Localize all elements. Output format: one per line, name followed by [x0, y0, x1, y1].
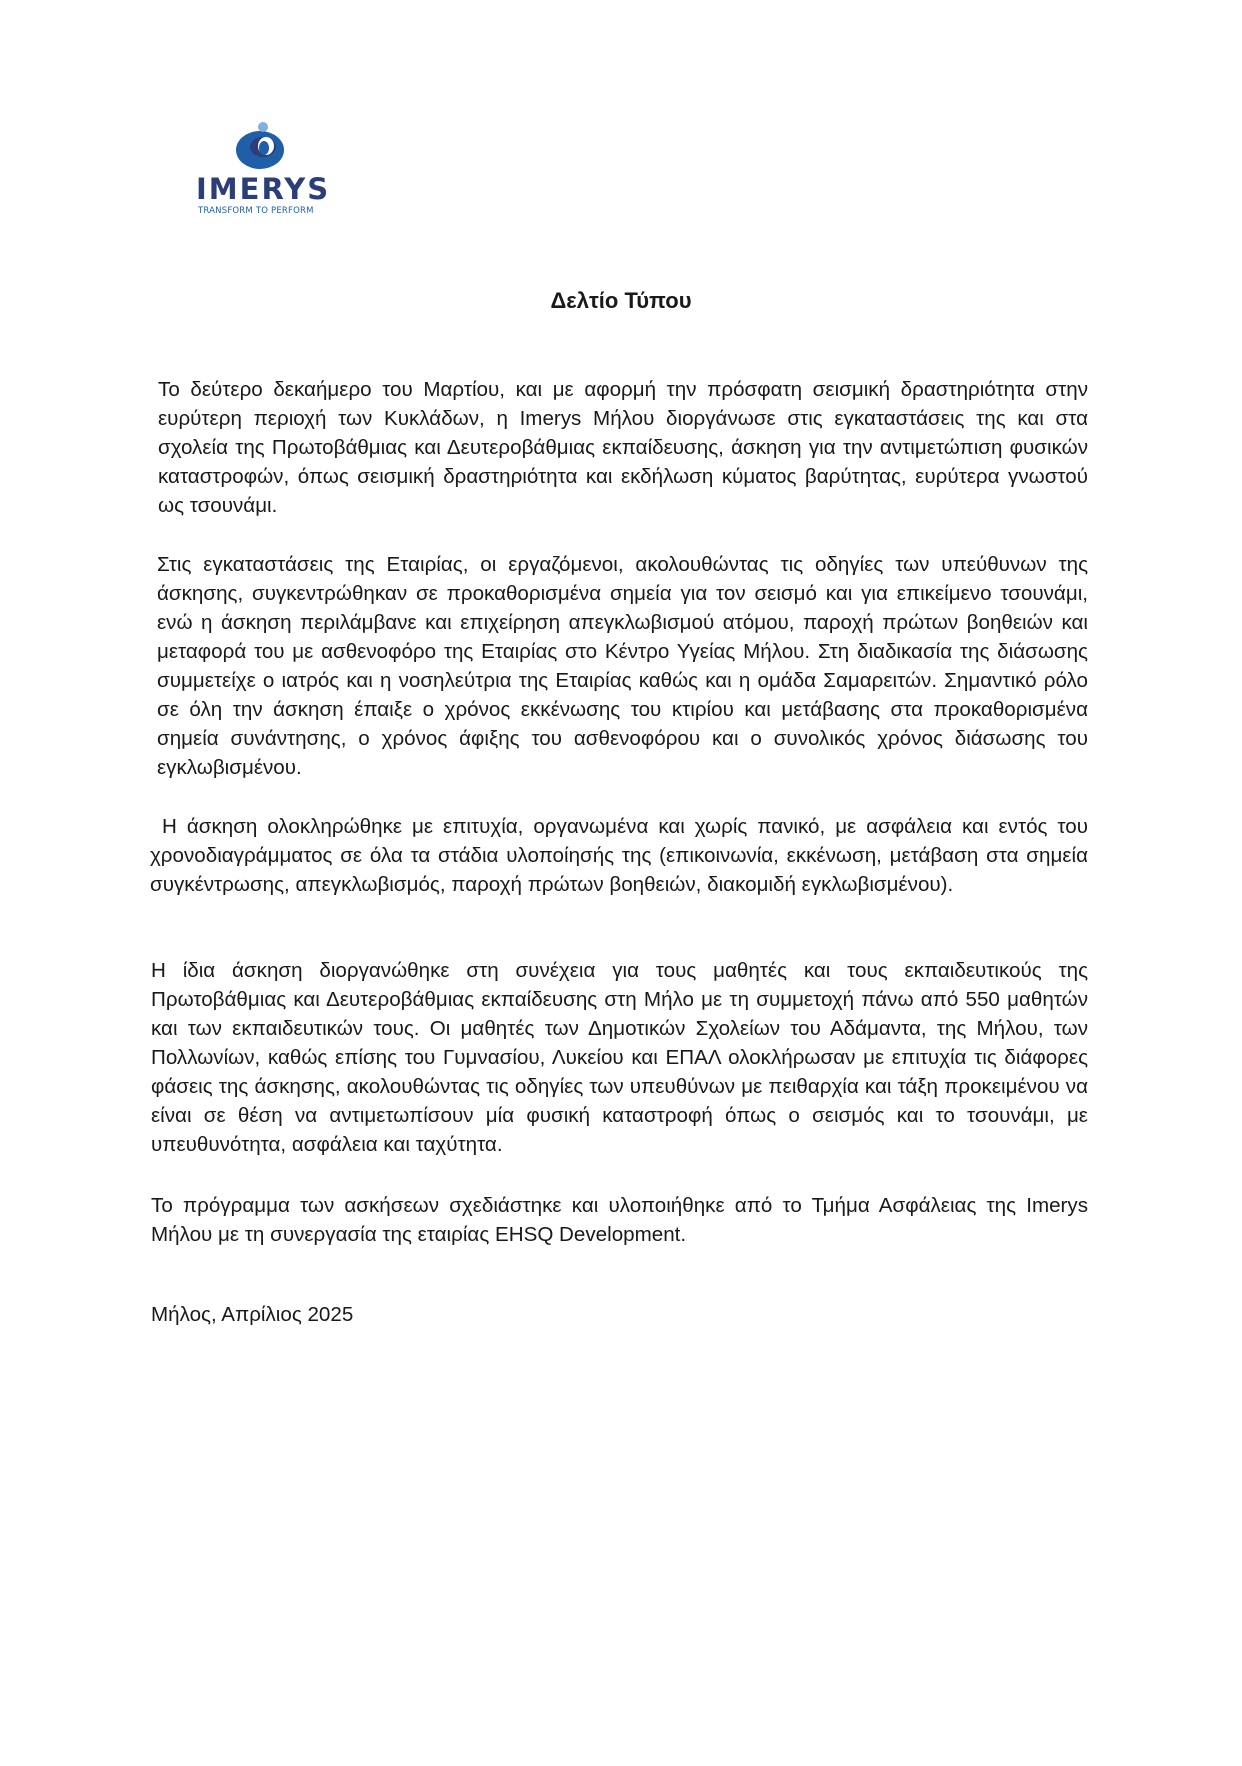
- paragraph: Το πρόγραμμα των ασκήσεων σχεδιάστηκε και υλοποιήθηκε από το Τμήμα Ασφάλειας της Imerys Μήλου με τη συνεργασία της εταιρίας EHSQ Development.: [151, 1194, 1088, 1246]
- place-date: Μήλος, Απρίλιος 2025: [151, 1303, 354, 1326]
- logo-tagline: TRANSFORM TO PERFORM: [198, 206, 314, 216]
- paragraph: Στις εγκαταστάσεις της Εταιρίας, οι εργαζόμενοι, ακολουθώντας τις οδηγίες των υπεύθυνων της άσκησης, συγκεντρώθηκαν σε προκαθορισμένα σημεία για τον σεισμό και για επικείμενο τσουνάμι, ενώ η άσκηση περιλάμβανε και επιχείρηση απεγκλωβισμού ατόμου, παροχή πρώτων βοηθειών και μεταφορά του με ασθενοφόρο της Εταιρίας στο Κέντρο Υγείας Μήλου. Στη διαδικασία της διάσωσης συμμετείχε ο ιατρός και η νοσηλεύτρια της Εταιρίας καθώς και η ομάδα Σαμαρειτών. Σημαντικό ρόλο σε όλη την άσκηση έπαιξε ο χρόνος εκκένωσης του κτιρίου και μετάβασης στα προκαθορισμένα σημεία συνάντησης, ο χρόνος άφιξης του ασθενοφόρου και ο συνολικός χρόνος διάσωσης του εγκλωβισμένου.: [157, 553, 1088, 779]
- paragraph: Η άσκηση ολοκληρώθηκε με επιτυχία, οργανωμένα και χωρίς πανικό, με ασφάλεια και εντός του χρονοδιαγράμματος σε όλα τα στάδια υλοποίησής της (επικοινωνία, εκκένωση, μετάβαση στα σημεία συγκέντρωσης, απεγκλωβισμός, παροχή πρώτων βοηθειών, διακομιδή εγκλωβισμένου).: [150, 815, 1088, 896]
- logo-name: IMERYS: [196, 172, 331, 206]
- imerys-logo-icon: [230, 120, 288, 172]
- imerys-logo: [196, 120, 331, 220]
- document-title: Δελτίο Τύπου: [550, 288, 692, 313]
- paragraph: Η ίδια άσκηση διοργανώθηκε στη συνέχεια για τους μαθητές και τους εκπαιδευτικούς της Πρωτοβάθμιας και Δευτεροβάθμιας εκπαίδευσης στη Μήλο με τη συμμετοχή πάνω από 550 μαθητών και των εκπαιδευτικών τους. Οι μαθητές των Δημοτικών Σχολείων του Αδάμαντα, της Μήλου, των Πολλωνίων, καθώς επίσης του Γυμνασίου, Λυκείου και ΕΠΑΛ ολοκλήρωσαν με επιτυχία τις διάφορες φάσεις της άσκησης, ακολουθώντας τις οδηγίες των υπευθύνων με πειθαρχία και τάξη προκειμένου να είναι σε θέση να αντιμετωπίσουν μία φυσική καταστροφή όπως ο σεισμός και το τσουνάμι, με υπευθυνότητα, ασφάλεια και ταχύτητα.: [151, 959, 1088, 1156]
- paragraph: Το δεύτερο δεκαήμερο του Μαρτίου, και με αφορμή την πρόσφατη σεισμική δραστηριότητα στην ευρύτερη περιοχή των Κυκλάδων, η Imerys Μήλου διοργάνωσε στις εγκαταστάσεις της και στα σχολεία της Πρωτοβάθμιας και Δευτεροβάθμιας εκπαίδευσης, άσκηση για την αντιμετώπιση φυσικών καταστροφών, όπως σεισμική δραστηριότητα και εκδήλωση κύματος βαρύτητας, ευρύτερα γνωστού ως τσουνάμι.: [158, 378, 1088, 517]
